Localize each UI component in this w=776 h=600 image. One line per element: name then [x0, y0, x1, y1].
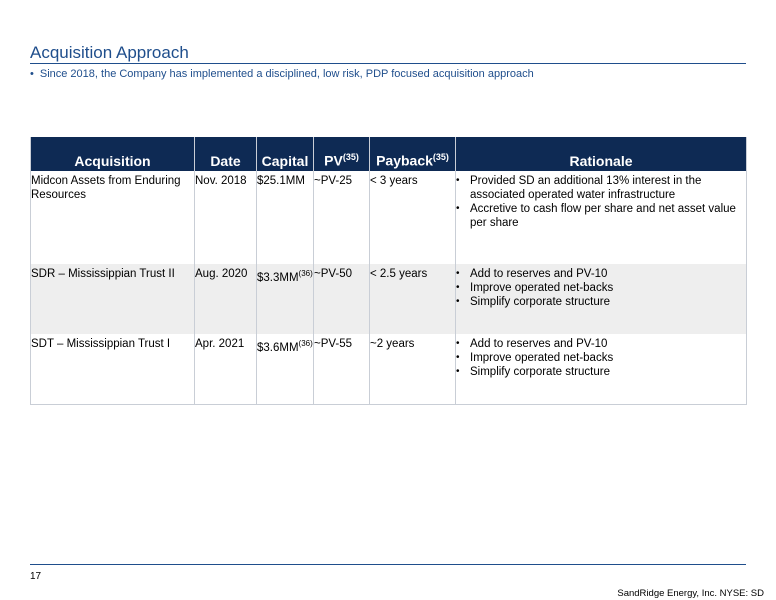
cell-pv: ~PV-50	[314, 264, 370, 334]
rationale-list	[456, 337, 746, 379]
header-rationale: Rationale	[456, 137, 747, 171]
cell-payback: < 3 years	[370, 171, 456, 264]
acquisition-table	[30, 137, 747, 405]
page-title: Acquisition Approach	[30, 43, 189, 62]
rationale-item: • Improve operated net-backs	[456, 351, 746, 365]
subtitle	[30, 68, 534, 80]
cell-capital	[257, 334, 314, 405]
header-payback	[370, 137, 456, 171]
cell-acquisition: SDT – Mississippian Trust I	[31, 334, 195, 405]
table-row	[31, 264, 747, 334]
rationale-item: • Add to reserves and PV-10	[456, 267, 746, 281]
cell-acquisition: Midcon Assets from Enduring Resources	[31, 171, 195, 264]
table-header-row	[31, 137, 747, 171]
cell-rationale	[456, 334, 747, 405]
cell-payback: < 2.5 years	[370, 264, 456, 334]
header-pv-label: PV	[324, 153, 343, 169]
rationale-item: • Add to reserves and PV-10	[456, 337, 746, 351]
cell-acquisition: SDR – Mississippian Trust II	[31, 264, 195, 334]
cell-date: Aug. 2020	[195, 264, 257, 334]
table-row	[31, 334, 747, 405]
cell-pv: ~PV-55	[314, 334, 370, 405]
rationale-item: • Provided SD an additional 13% interest in the associated operated water infrastructure	[456, 174, 746, 202]
rationale-list	[456, 174, 746, 230]
rationale-item: • Improve operated net-backs	[456, 281, 746, 295]
cell-payback: ~2 years	[370, 334, 456, 405]
page-number: 17	[30, 571, 42, 582]
header-pv-footnote: (35)	[342, 152, 359, 163]
company-ticker: SandRidge Energy, Inc. NYSE: SD	[617, 588, 764, 599]
cell-rationale	[456, 171, 747, 264]
capital-value: $25.1MM	[257, 175, 305, 187]
cell-date: Apr. 2021	[195, 334, 257, 405]
title-divider	[30, 63, 746, 64]
rationale-list	[456, 267, 746, 309]
capital-value: $3.6MM	[257, 341, 299, 354]
header-payback-label: Payback	[376, 153, 433, 169]
rationale-item: • Simplify corporate structure	[456, 295, 746, 309]
bullet-icon: •	[30, 68, 34, 80]
header-payback-footnote: (35)	[432, 152, 449, 163]
cell-capital	[257, 171, 314, 264]
capital-value: $3.3MM	[257, 271, 299, 284]
rationale-item: • Accretive to cash flow per share and net asset value per share	[456, 202, 746, 230]
subtitle-text: Since 2018, the Company has implemented a disciplined, low risk, PDP focused acquisition approach	[39, 68, 534, 80]
header-pv	[314, 137, 370, 171]
cell-pv: ~PV-25	[314, 171, 370, 264]
rationale-item: • Simplify corporate structure	[456, 365, 746, 379]
table-row	[31, 171, 747, 264]
header-acquisition: Acquisition	[31, 137, 195, 171]
cell-date: Nov. 2018	[195, 171, 257, 264]
capital-footnote: (36)	[298, 269, 313, 278]
header-date: Date	[195, 137, 257, 171]
footer-divider	[30, 564, 746, 565]
cell-capital	[257, 264, 314, 334]
cell-rationale	[456, 264, 747, 334]
capital-footnote: (36)	[298, 339, 313, 348]
header-capital: Capital	[257, 137, 314, 171]
